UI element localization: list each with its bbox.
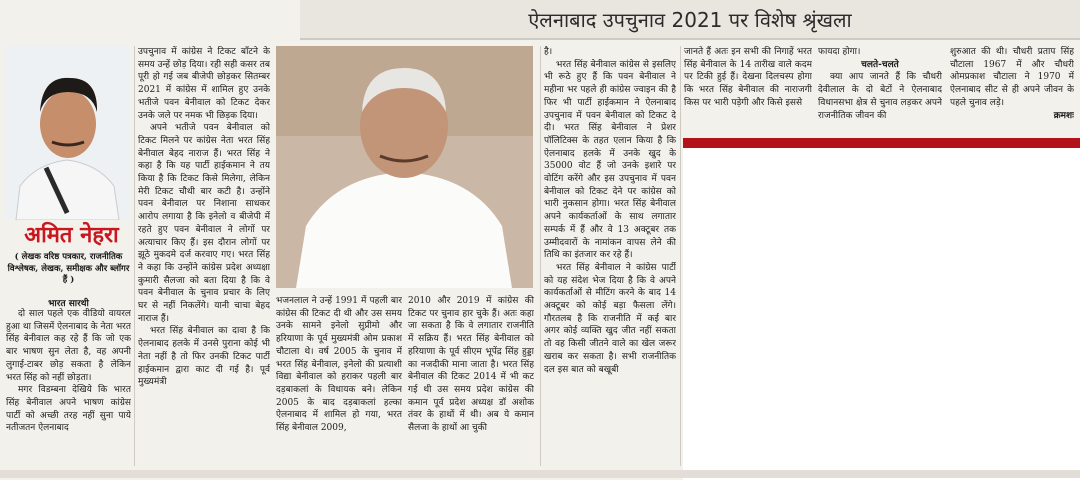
author-description: ( लेखक वरिष्ठ पत्रकार, राजनीतिक विश्लेषक, लेखक, समीक्षक और ब्लॉगर हैं ) [7, 252, 130, 285]
continued-marker: क्रमशः [1053, 110, 1074, 121]
article-column-3 [276, 295, 402, 465]
paragraph: भरत सिंह बेनीवाल कांग्रेस से इसलिए भी रूठे हुए हैं कि पवन बेनीवाल ने महीना भर पहले ही कांग्रेस ज्वाइन की है फिर भी पार्टी हाईकमान ने ऐलनाबाद उपचुनाव में पवन बेनीवाल को टिकट दे दी। भरत सिंह बेनीवाल ने प्रेशर पॉलिटिक्स के तहत एलान किया है कि ऐलनाबाद हलके में उनके खुद के 35000 वोट हैं जो उनके इशारे पर वोटिंग करेंगे और इस उपचुनाव में पवन बेनीवाल को टिकट देने पर कांग्रेस को भारी नुकसान होगा। भरत सिंह बेनीवाल अपने कार्यकर्ताओं के साथ लगातार सम्पर्क में हैं और वे 13 अक्टूबर तक उम्मीदवारों के नामांकन वापस लेने की तिथि का इंतजार कर रहे हैं। [544, 59, 676, 261]
paragraph: क्या आप जानते हैं कि चौधरी देवीलाल के दो बेटों ने ऐलनाबाद विधानसभा क्षेत्र से चुनाव लड़कर अपने राजनीतिक जीवन की [818, 72, 942, 121]
article-column-5 [544, 46, 676, 466]
paragraph: भरत सिंह बेनीवाल का दावा है कि ऐलनाबाद हलके में उनसे पुराना कोई भी नेता नहीं है तो फिर उनकी टिकट पार्टी हाईकमान द्वारा काट दी गई है। पूर्व मुख्यमंत्री [138, 326, 270, 388]
subheading: चलते-चलते [861, 59, 899, 70]
article-column-2 [138, 46, 270, 466]
paragraph: जानते हैं अतः इन सभी की निगाहें भरत सिंह बेनीवाल के 14 तारीख वाले कदम पर टिकी हुई हैं। देखना दिलचस्प होगा कि भरत सिंह बेनीवाल की नाराजगी किस पर भारी पड़ेगी और किसे इससे [684, 47, 812, 108]
paragraph: है। [544, 47, 553, 57]
article-column-6 [684, 46, 812, 136]
paragraph: 2010 और 2019 में कांग्रेस की टिकट पर चुनाव हार चुके हैं। अतः कहा जा सकता है कि वे लगातार राजनीति में सक्रिय हैं। भरत सिंह बेनीवाल को हरियाणा के पूर्व सीएम भूपेंद्र सिंह हुड्डा का नजदीकी माना जाता है। भरत सिंह बेनीवाल की टिकट 2014 में भी कट गई थी उस समय प्रदेश कांग्रेस की कमान पूर्व प्रदेश अध्यक्ष डॉ अशोक तंवर के हाथों में थी। अब ये कमान सैलजा के हाथों आ चुकी [408, 296, 534, 434]
subject-photo [276, 46, 533, 288]
paragraph: उपचुनाव में कांग्रेस ने टिकट बाँटने के समय उन्हें छोड़ दिया। रही सही कसर तब पूरी हो गई जब बीजेपी छोड़कर सितम्बर 2021 में कांग्रेस में शामिल हुए उनके भतीजे पवन बेनीवाल को टिकट देकर उनके जले पर नमक भी छिड़क दिया। [138, 47, 270, 121]
article-column-1 [6, 308, 131, 470]
byline: भारत सारथी [48, 299, 89, 309]
page-bottom-strip [0, 470, 1080, 478]
author-photo [6, 46, 129, 220]
paragraph: भजनलाल ने उन्हें 1991 में पहली बार कांग्रेस की टिकट दी थी और उस समय उनके सामने इनेलो सुप्रीमो और हरियाणा के पूर्व मुख्यमंत्री ओम प्रकाश चौटाला थे। वर्ष 2005 के चुनाव में भरत सिंह बेनीवाल, इनेलो की प्रत्याशी विद्या बेनीवाल को हराकर पहली बार दड़बाकलां के विधायक बने। लेकिन 2005 के बाद दड़बाकलां हल्का ऐलनाबाद में शामिल हो गया, भरत सिंह बेनीवाल 2009, [276, 296, 402, 434]
adjacent-blank-panel [683, 138, 1080, 480]
column-rule [540, 46, 541, 466]
banner-underline [300, 38, 1080, 40]
column-rule [134, 46, 135, 466]
paragraph: भरत सिंह बेनीवाल ने कांग्रेस पार्टी को यह संदेश भेज दिया है कि वे अपने कार्यकर्ताओं से मीटिंग करने के बाद 14 अक्टूबर को कोई बड़ा फैसला लेंगे। गौरतलब है कि राजनीति में कई बार अगर कोई व्यक्ति खुद जीत नहीं सकता तो वह किसी जीतने वाले का खेल जरूर खराब कर सकता है। सभी राजनीतिक दल इस बात को बखूबी [544, 262, 676, 375]
paragraph: दो साल पहले एक वीडियो वायरल हुआ था जिसमें ऐलनाबाद के नेता भरत सिंह बेनीवाल कह रहे हैं कि जो एक बार भाषण सुन लेता है, वह अपनी लुगाई-टाबर छोड़ सकता है लेकिन भरत सिंह को नहीं छोड़ता। [6, 309, 131, 383]
article-column-4 [408, 295, 534, 465]
article-column-8 [950, 46, 1074, 136]
article-column-7 [818, 46, 942, 136]
banner-title: ऐलनाबाद उपचुनाव 2021 पर विशेष श्रृंखला [528, 8, 852, 32]
author-name: अमित नेहरा [24, 223, 119, 248]
series-banner [300, 0, 1080, 40]
column-rule [680, 46, 681, 466]
paragraph: मगर विडम्बना देखिये कि भारत सिंह बेनीवाल अपने भाषण कांग्रेस पार्टी को अच्छी तरह नहीं सुना पाये नतीजतन ऐलनाबाद [6, 385, 131, 434]
paragraph: अपने भतीजे पवन बेनीवाल को टिकट मिलने पर कांग्रेस नेता भरत सिंह बेनीवाल बेहद नाराज हैं। भरत सिंह ने कहा है कि यह पार्टी हाईकमान ने तय किया है कि टिकट किसे मिलेगा, लेकिन मेरी टिकट चौथी बार कटी है। उन्होंने पवन बेनीवाल पर निशाना साधकर आरोप लगाया है कि इनेलो व बीजेपी में रहते हुए पवन बेनीवाल ने लोगों पर अत्याचार किए हैं। इस दौरान लोगों पर झूठे मुकदमे दर्ज करवाए गए। भरत सिंह ने कहा कि उन्होंने कांग्रेस प्रदेश अध्यक्षा कुमारी सैलजा को बता दिया है कि वे पवन बेनीवाल के चुनाव प्रचार के लिए घर से नहीं निकलेंगे। यानी चाचा बेहद नाराज हैं। [138, 123, 270, 324]
paragraph: फायदा होगा। [818, 47, 861, 57]
paragraph: शुरुआत की थी। चौधरी प्रताप सिंह चौटाला 1967 में और चौधरी ओमप्रकाश चौटाला ने 1970 में ऐलनाबाद सीट से ही अपने जीवन के पहले चुनाव लड़े। [950, 47, 1074, 108]
